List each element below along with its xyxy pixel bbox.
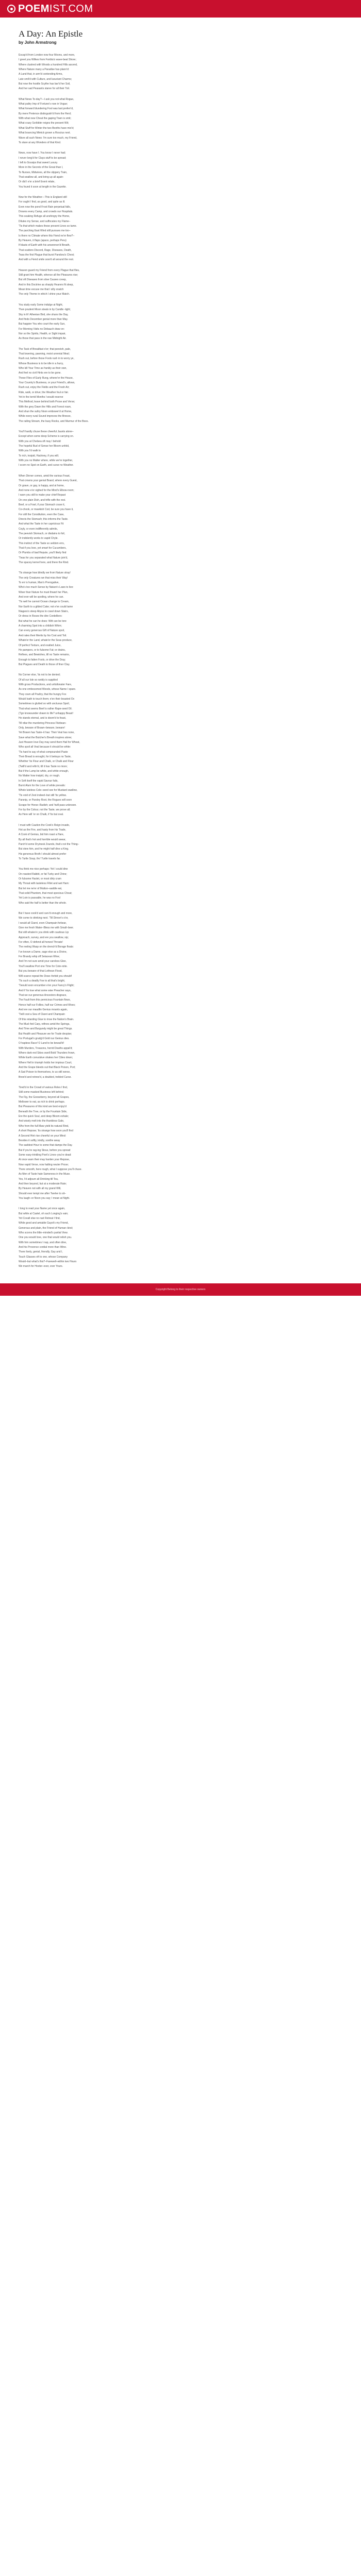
poem-line: His generous Broth I should almost prefer	[19, 852, 67, 856]
poem-line: I scorn no Spot on Earth, and curse no Weather.	[19, 464, 74, 467]
poem-line: Nor so the Spirits, Health, or Sight impair,	[19, 332, 66, 335]
poem-line: Now vapid Verse, now halting neuter Prose;	[19, 1163, 69, 1166]
poem-line: What forward blundering Fool was last preferr'd,	[19, 107, 74, 111]
poem-line: The parching East Wind still pursues me too–	[19, 229, 71, 233]
poem-line: 'Tis strange how blindly we from Nature stray!	[19, 571, 71, 575]
stanza	[19, 1086, 342, 1201]
poem-line: Then prudent Moon steals in by Candle -light;	[19, 308, 71, 312]
poem-line: To Nurses, Midwives, all the slippery Train,	[19, 171, 68, 174]
poem-line: 'Tis void of Zest indeed–but still 'tis yellow.	[19, 793, 67, 797]
poem-line: You laugh–or Noon you say; I mean at Night.	[19, 1196, 70, 1200]
poem-line: A Cook of Genius, bid him roast a Hare,	[19, 833, 64, 837]
poem-line: And with a Fiend smile sow'd all around the rest.	[19, 258, 74, 262]
poem-line: Wave all such News: I'm sure too much, my Friend,	[19, 136, 77, 140]
poem-line: To stare at any Wonders of that Kind.	[19, 141, 61, 144]
poem-line: The reeling Wasp on the drench'd Borage floats:	[19, 945, 74, 949]
poem-line: Scrape for Horse–Radish; and 'twill pass unknown.	[19, 803, 77, 807]
poem-line: For by the Colour, not the Taste, we prove all;	[19, 808, 71, 811]
poem-line: I warn you still to make your chief Repast	[19, 494, 66, 497]
poem-line: Burnt Alum for the Love of white prevails:	[19, 784, 65, 788]
poem-line: You'll hardly chuse these cheerful Jaunts alone–	[19, 430, 74, 434]
poem-line: Parsnip, or Parsley Root, the Rogues will soon	[19, 799, 72, 802]
poem-line: Or did I e'er a brief Event relate,	[19, 180, 55, 184]
poem-line: In Soft itself the vapid Savour fails,	[19, 779, 58, 783]
poem-line: Yet Covall else no rast Retreat I find,	[19, 1217, 60, 1220]
poem-line: Besides it softly, kindly, soothe away	[19, 1139, 60, 1142]
poem-line: This soaking Refuge all unshingry the Home,	[19, 215, 70, 218]
poem-line: Yes, I'd adjourn all Drinking till Tea,	[19, 1177, 59, 1181]
poem-line: A charming Spot into a childish Whim;	[19, 624, 62, 628]
poem-line: The Fault from this pernicious Fountain flows,	[19, 998, 71, 1002]
stanza	[19, 823, 342, 862]
logo-text: POEMIST.COM	[18, 3, 93, 14]
poem-line: But you beware of that Lethean Flood,	[19, 970, 62, 973]
poem-line: No Corner else, 'tis not to be denied;	[19, 673, 61, 677]
poem-line: A Sad Poison to themselves, to us still worse,	[19, 1071, 71, 1074]
poem-content	[0, 18, 361, 1280]
poem-line: Coyly, or even indifferently admits,	[19, 527, 58, 531]
poem-line: And the Grape bleeds out that Black Poison, Port;	[19, 1066, 76, 1070]
poem-line: Yet Loin is passable, he was no Fool	[19, 896, 60, 900]
poem-line: To rich, insipid, Hackney, if you will;	[19, 454, 59, 457]
stanza	[19, 97, 342, 145]
poem-line: Or indolently works to vapid Chyle.	[19, 537, 58, 540]
poem-line: But what he can he does: Witt can be tore	[19, 619, 67, 623]
poem-line: But I have cook'd and carv'd enough and more,	[19, 912, 73, 916]
poem-line: Beef, or a Fowl, if your Stomach crave it,	[19, 503, 65, 506]
poem-line: And in this Doctrine as sharply Hearers fit sleep,	[19, 283, 74, 286]
poem-line: And wisely melt into the thankless Gale,	[19, 1120, 64, 1123]
poem-line: As Men of Taste hate Sameness in the Muse.	[19, 1173, 71, 1176]
poem-line: Would–but what's this?–Farewell–within two Hours	[19, 1260, 77, 1264]
poem-line: For Brandy whip off Setacean Wine;	[19, 955, 60, 959]
poem-line: Or dress in Roses the dire Cordelliers:	[19, 615, 62, 618]
poem-line: But let me ne'er of Mutton–saddle eat,	[19, 887, 62, 890]
poem-line: The only Theme in which I shine your Match.	[19, 293, 70, 296]
poem-line: Hot as the Fire, and hasty from his Trade,	[19, 828, 66, 832]
poem-line: We march for Hoxter–ever, ever Yours.	[19, 1265, 63, 1268]
poem-line: Sometimes is glutted so with unctuous Spoil,	[19, 702, 70, 706]
poem-line: Sky in th' Athenian Bird, she shuns the Day,	[19, 313, 69, 316]
poem-line: But now the hostile Scythe has bar'd her Soil,	[19, 82, 71, 86]
poem-line: But if the Lump be white, and white enough,	[19, 770, 69, 773]
poem-line: I would all Claret, even Champain forbear,	[19, 921, 67, 925]
poem-line: Brew'd and retrew'd, a doubled, trebled Curse.	[19, 1075, 72, 1079]
poem-line: Or grave, or gay, is happy, and at home,	[19, 484, 64, 487]
poem-line: The hopeful Bud of Sense her Bloom unfold,	[19, 445, 70, 448]
poem-line: That swallow all, and bring up all again:	[19, 175, 64, 179]
poem-line: Is there no Climate where this Fiend ne'er flew?–	[19, 234, 75, 238]
poem-line: He stands eternal, and is doom'd to feast,	[19, 717, 67, 720]
poem-line: For Portugal's grudg'd Gold our Genius dies.	[19, 1037, 70, 1040]
poem-line: And ever will be spoiling, where he can.	[19, 596, 64, 599]
poem-line: 'Twas for you separated what Nature join'd,	[19, 556, 68, 560]
poem-line: As those that pass in the raw Midnight Air.	[19, 337, 67, 341]
poem-line: The spacey kernel here, and there the Rind.	[19, 561, 69, 564]
poem-line: Where Hell in triumph holds her impious Court,	[19, 1061, 72, 1064]
poem-title: A Day: An Epistle	[19, 29, 83, 39]
poem-line: I long to read your Name yet once again,	[19, 1207, 65, 1211]
poem-line: News, now have I. You know I never had;	[19, 151, 66, 155]
poem-line: Twas the first Plague that burst Pandora's Chest;	[19, 253, 75, 257]
poem-line: That what seems Beef is rather Rape-seed Oil.	[19, 707, 72, 710]
poem-line: The peevish Stomach, or disdains to foil,	[19, 532, 65, 535]
stanza	[19, 571, 342, 667]
poem-line: Or Plumbs of bad Repute, you'll likely find	[19, 551, 67, 555]
poem-line: With the grey Dawn the Hills and Forest roam,	[19, 405, 72, 409]
poem-line: Who said the half is better than the whole.	[19, 901, 67, 905]
poem-line: This Method, leave behind both Prose and Verse;	[19, 400, 75, 404]
poem-line: The Fig, the Gooseberry, beyond all Grapes,	[19, 1095, 70, 1099]
poem-line: Now for the Weather—This is England still	[19, 195, 67, 199]
stanza	[19, 268, 342, 297]
site-footer	[0, 1283, 361, 1296]
poem-line: That if you love, yet smart for Cucumbers,	[19, 546, 67, 550]
stanza	[19, 1207, 342, 1269]
poem-line: But while at Castel, oh such Longing's vain;	[19, 1212, 69, 1215]
poem-line: I never long'd for Clays stuff to be spread;	[19, 156, 67, 160]
poem-line: Where dark-red Skies swell Bold Thunders frown,	[19, 1052, 75, 1055]
poem-line: Who scorns the little–minded's partial View.	[19, 1231, 68, 1235]
poem-line: 'Tis well he cannot Ocean change to Cream,	[19, 600, 70, 604]
poem-line: I left to Gossips that sweet Luxury.	[19, 161, 58, 164]
poem-line: Your Country's Business, or your Friend's, allows,	[19, 381, 75, 384]
poem-line: Who from the full Maw yield its natural Rind,	[19, 1124, 69, 1128]
poem-line: Save what the Butcher's Breath inspires alone;	[19, 736, 72, 739]
stanza	[19, 430, 342, 468]
poem-line: By Heaven not with all my grand Will,	[19, 1187, 61, 1191]
poem-line: Generous and plain, the Friend of Human–kind;	[19, 1226, 73, 1230]
poem-line: Only, beware of Brawn–beware, beware!	[19, 726, 65, 730]
poem-line: Mellower to eat, as rich to drink perhaps.	[19, 1100, 65, 1104]
poem-line: Late smil'd with Culture, and luxuriant Charms;	[19, 77, 72, 81]
poem-line: With you I'd walk to	[19, 449, 41, 453]
poem-line: My Throat with tasteless Fillet and wet Ham:	[19, 882, 69, 886]
poem-line: 'Twill cost a Sea of Claret and Champain	[19, 1013, 65, 1016]
poem-line: Will scarce repeat the Dose–forbid you should!	[19, 974, 72, 978]
poem-line: Enough to fatten Fools, or drive the Dray;	[19, 658, 66, 662]
poem-line: A Second Hint rise cheerful on your Mind:	[19, 1134, 66, 1138]
poem-line: Where clustred with Woods a hundred Hills ascend,	[19, 63, 78, 66]
poem-line: Niagara's steep Abyss to crawl down Stairs,	[19, 610, 69, 614]
site-header	[0, 0, 361, 18]
poem-line: Beneath the Tree, or by the Fountain Side,	[19, 1110, 68, 1113]
poem-line: For still the Constitution, even the Case,	[19, 513, 64, 516]
poem-line: Would loath to touch them; e'en their boasted Ox	[19, 697, 75, 701]
poem-line: We come to drinking next. 'Till Dinner's o'er,	[19, 917, 69, 920]
poem-line: You'll swallow Port one Time for Cote-rotie.	[19, 964, 68, 968]
poem-line: Dilutes my Sense, and suffocates my Flame–	[19, 219, 71, 223]
poem-line: What crazy Scribbler reigns the present Wit;	[19, 122, 69, 125]
byline-prefix: by	[19, 40, 25, 45]
stanza	[19, 151, 342, 190]
poem-line: O hapless Race! O Land to be bewail'd!	[19, 1042, 64, 1045]
poem-line: There smooth, here rough, what I suppose you'll chuse.	[19, 1167, 82, 1171]
poem-line: There lively, genial, friendly, Gay and I,	[19, 1250, 63, 1254]
poem-line: 'Twould soon encumber e'en your Fancy's Flight;	[19, 984, 74, 988]
stanza	[19, 474, 342, 566]
poem-line: What bouncing Mimick grown a Roscius next.	[19, 131, 71, 135]
poem-line: But still whatev'e you drink with cautious Lip	[19, 931, 69, 935]
poem-line: Escap'd from London now four Moons, and more,	[19, 54, 75, 57]
poem-line: Ride, walk, or drive; the Weather foul or fair.	[19, 391, 69, 394]
poem-line: I've known a Dame, sage else as a Divine,	[19, 950, 68, 954]
poem-line: Can every generous Gift of Nature spoil,	[19, 629, 65, 633]
poem-line: While good and amiable Gayot's my Friend,	[19, 1222, 69, 1225]
poem-line: Of this retarding Glue to rinse the Nation's Brain.	[19, 1018, 74, 1021]
poem-line: Refines, and Bewishes, till no Taste remains,	[19, 653, 70, 657]
poem-line: More in the Secrets of the Great than I,	[19, 166, 63, 170]
poem-line: But happier You who court the early Sun,	[19, 323, 65, 326]
poem-line: And none e'er sighed for the Mind's Elbow-room;	[19, 488, 74, 492]
poem-line: That lowering, pawning, moist unrenial Meal;	[19, 352, 70, 355]
poem-line: And what the Taste in her capricious Fit	[19, 522, 64, 526]
poem-line: As one embosomed Woods, whose Name I spare.	[19, 688, 76, 691]
poem-line: And I'm not sure amid your careless Glee,	[19, 960, 67, 963]
poem-line: Whate'er the Land, whate'er the Seas produce,	[19, 639, 73, 642]
logo-icon	[7, 5, 15, 13]
poem-line: Heaven guard my Friend from every Plague that flies,	[19, 268, 80, 272]
poem-line: Approach, survey, and ere you swallow, sip;	[19, 936, 69, 939]
poem-line: I must with Caution the Cook's Reign invade,	[19, 823, 70, 827]
poem-line: Hence half our Follies, half our Crimes and Woes;	[19, 1003, 76, 1007]
poem-line: On roasted Rabbit, or fat Turky and Chine;	[19, 872, 67, 876]
poem-line: Just Heaven Iove Day may send them Hail for Wheat,	[19, 741, 80, 744]
poem-line: Rush out, before those Fools rush in to worry ye,	[19, 357, 74, 361]
poem-line: With Murders, Treasons, horrid Deaths appal'd;	[19, 1046, 73, 1050]
poem-line: And shun the sultry Noon embower'd at Home,	[19, 410, 72, 414]
poem-line: The only Creatures we that miss their Way!	[19, 576, 68, 580]
poem-line: But Health and Pleasure we for Trade despise;	[19, 1032, 72, 1036]
poem-line: With you no Matter where, while we're together,	[19, 459, 73, 463]
site-logo[interactable]	[7, 3, 93, 15]
stanza	[19, 53, 342, 92]
poem-line: Still grant him Health, whence all the Pleasures rise;	[19, 274, 78, 277]
poem-line: Some easy-trinkling Poet's Lines–you're dead:	[19, 1153, 72, 1157]
poem-line: When Dinner comes, amid the various Feast,	[19, 474, 71, 478]
poem-line: You found it soon at length in the Gazette.	[19, 185, 67, 189]
poem-line: Touch Glasses oft to one, whose Company	[19, 1255, 68, 1259]
stanza	[19, 673, 342, 817]
poem-line: Rush out, enjoy the Fields and the Fresh Air;	[19, 386, 70, 389]
poem-line: Who kill Your Time as frankly as their own,	[19, 366, 67, 370]
poem-line: 'Tis hard to say of what compounded Paste	[19, 750, 68, 754]
poem-line: For ought I find, as good, and quite as ill.	[19, 200, 65, 204]
poem-line: (Twill'd and refin'd, till it has Taste no more;	[19, 765, 68, 768]
poem-line: But stew him, and he might half dine a King.	[19, 848, 69, 851]
poem-line: And feel no civil Hints ere to be gone.	[19, 371, 61, 375]
author-link[interactable]: John Armstrong	[24, 40, 57, 45]
poem-line: To Turtle Soup, tho' Turtle travels far.	[19, 857, 61, 860]
poem-line: These Flies of Early Rung, whene'er the House,	[19, 376, 74, 380]
poem-line: This instinct of the Taste so seldom errs,	[19, 541, 65, 545]
poem-line: Where Nature many a Paradise has plann'd:	[19, 68, 70, 72]
stanza	[19, 303, 342, 342]
poem-line: A Land that, in arm'd contending Arms,	[19, 73, 63, 76]
poem-line: And then beyond, but at a moderate Rate;	[19, 1182, 67, 1185]
poem-line: Yet Brawn has Taste–it has: Their Veal has none,	[19, 731, 75, 735]
poem-line: And his Provence cordial more than Wine.	[19, 1246, 67, 1249]
poem-line: Who spoil all Veal because it should be white:	[19, 745, 71, 749]
poem-line: And her sad Peasants starve for all their Toil.	[19, 87, 70, 91]
poem-line: Wiser than Nature he must thwart her Plan,	[19, 590, 68, 594]
poem-body	[19, 53, 342, 1269]
poem-line: Of perfect Texture, and exalted Juice,	[19, 643, 61, 647]
poem-line: With him sometimes I nap, and often dine,	[19, 1241, 67, 1244]
poem-line: And if 'tis true what some wise Preacher says,	[19, 989, 71, 992]
poem-line: That scatters Discord, Rage, Diseases, Death,	[19, 248, 72, 252]
poem-line: What News To-day?—I ask you not what Rogue,	[19, 97, 74, 101]
poem-line: Give me fresh Water–Bless me with Small–beer.	[19, 926, 74, 930]
poem-line: They cram all Poultry, that the hungry Fox	[19, 692, 67, 696]
poem-line: But Pleasures of this kind are best enjoy'd	[19, 1105, 67, 1109]
poem-line: With gross Productions, and unfullonater Fare,	[19, 683, 72, 686]
stanza	[19, 911, 342, 1080]
poem-line: With what new Cheat the gaping Town is smit;	[19, 117, 71, 121]
poem-line: Whose Business is to be idle in a hurry,	[19, 362, 64, 365]
poem-line: He pampers, or to fulsome Fat; or drains,	[19, 648, 66, 652]
poem-line: With you at Chelsea oft may I behold	[19, 439, 61, 443]
poem-line: Tired'd in the Crowd of various Roles I find,	[19, 1086, 68, 1090]
poem-line: By all that's hot and horrible would swear,	[19, 838, 66, 841]
poem-line: Directs the Stomach; this informs the Taste.	[19, 517, 69, 521]
poem-line: Should ever tempt me after Twelve to sit–	[19, 1192, 66, 1195]
poem-line: Drowns every Camp, and crowds our Hospitals.	[19, 210, 73, 213]
poem-line: Nor Earth to a gilded Cake; not e'en could tame	[19, 605, 73, 608]
poem-line: Or fulsome Haslet, or most dirty cram	[19, 877, 61, 880]
poem-line: The saddest Hour to some that damps the Day.	[19, 1144, 73, 1147]
stanza	[19, 347, 342, 425]
poem-line: 'Tis such a deadly Foe to all that's bright,	[19, 979, 65, 982]
poem-line: One you would love, one that would relish you.	[19, 1236, 72, 1240]
poem-line: The Mud–fed Carp, refines amid the Springs,	[19, 1022, 70, 1026]
stanza	[19, 195, 342, 263]
poem-line: If blasts of Earth with his unwonnon'd Breath,	[19, 244, 70, 247]
poem-line: What Stuff for Winter the two Booths have mix'd;	[19, 126, 74, 130]
poem-line: That solid Phantom, that most specious Cheat;	[19, 892, 72, 895]
poem-line: By Heaven, it flaps (apace, perhaps Peru)	[19, 239, 67, 243]
poem-line: Ere the quick Soul, and deep Bloom exhale;	[19, 1115, 69, 1118]
poem-line: The railing Stream, the busy Rooks, and Murmur of the Bees.	[19, 419, 89, 423]
poem-line: You think me nice perhaps: Yet I could dine	[19, 868, 68, 871]
poem-line: At once warn their may harden your Repose,	[19, 1158, 70, 1162]
poem-line: Parch'd some Dryinesk Zounds, that's not the Thing–	[19, 842, 79, 846]
poem-line: That crowns your genial Board, where every Guest,	[19, 479, 77, 483]
poem-line: The Task of Breakfast o'er; that peevish, pale,	[19, 347, 71, 351]
poem-line: And rates their Merits by his Cost and Toil.	[19, 634, 67, 637]
poem-line: A short Repose; 'tis strange how soon you'll find	[19, 1129, 73, 1133]
poem-line: To err is human, Man's Prerogative,	[19, 581, 59, 585]
poem-line: I greet you Wilkes from Fonbla's wave-beat Shore;	[19, 58, 76, 62]
poem-line: Whole luteless Cole–seed see for Mustard swallow,	[19, 789, 77, 792]
poem-line: But Plagues and Death to those of finer Clay.	[19, 663, 70, 666]
poem-line: Mean time excuse me that I silly snatch	[19, 288, 64, 292]
poem-line: While every rural Sound improves the Breeze,	[19, 415, 71, 418]
poem-byline	[19, 40, 342, 45]
poem-line: Still some masked Business left behind;	[19, 1091, 64, 1094]
poem-line: Till rdiar the murdering Princess Fitzbean-	[19, 721, 67, 725]
poem-line: And Time and Burgundy might be great Things.	[19, 1027, 73, 1031]
poem-line: By mere Pretence distinguish'd from the Herd;	[19, 112, 72, 115]
poem-line: 'Tis that which makes these present Lines so tame.	[19, 225, 77, 228]
poem-line: But oft Diseases from slow Causes creep,	[19, 278, 67, 282]
poem-line: (Tgn knowsunder drawn to life? unhappy Beast!	[19, 711, 73, 715]
poem-line: Who's too much Sense by Nature's Laws to live:	[19, 586, 74, 589]
poem-line: Yet in the torrid Months I would reserve	[19, 396, 63, 399]
poem-line: For Morning Visits no Debauch draw on:	[19, 327, 65, 331]
poem-line: On one plain Dish, and trifle with the rest.	[19, 498, 66, 502]
poem-line: While Earth convulsive shakes her Cities down;	[19, 1056, 73, 1060]
poem-line: Of all our Isle so rankly is supplied	[19, 678, 58, 682]
poem-line: That we our generous Ancestors disgrace,	[19, 993, 67, 997]
poem-line: And finds December genial more than May.	[19, 317, 68, 321]
poem-line: And ere our maudlin Genius mounts again,	[19, 1008, 68, 1011]
poem-line: Their Bread is wrought, for it betrays no Taste,	[19, 755, 72, 759]
poem-line: No Matter how insipid, dry, or rough.	[19, 774, 60, 778]
poem-line: As Here will 'er on Chalk, if 'tis but oval.	[19, 813, 64, 817]
poem-line: Co-chook, or mawkish Cod, be sure you have it,	[19, 508, 74, 512]
poem-line: Except when some deep Scheme is carrying on.	[19, 435, 74, 438]
poem-line: But if you're rag-ing Stous, before you spread	[19, 1148, 71, 1152]
poem-line: Even now the pond Frost Rain perpetual falls,	[19, 205, 71, 209]
poem-line: For often, O defend all honest Throats!	[19, 941, 63, 944]
poem-line: Whether 'tis Flour and Chalk, or Chalk and Flour	[19, 760, 74, 764]
footer-copyright: Copyright Belong to their respective owners	[155, 1287, 206, 1291]
poem-line: What paltry Imp of Fortune's now in Vogue;	[19, 103, 68, 106]
poem-line: You study early Some indulge at Night,	[19, 303, 63, 307]
stanza	[19, 867, 342, 906]
